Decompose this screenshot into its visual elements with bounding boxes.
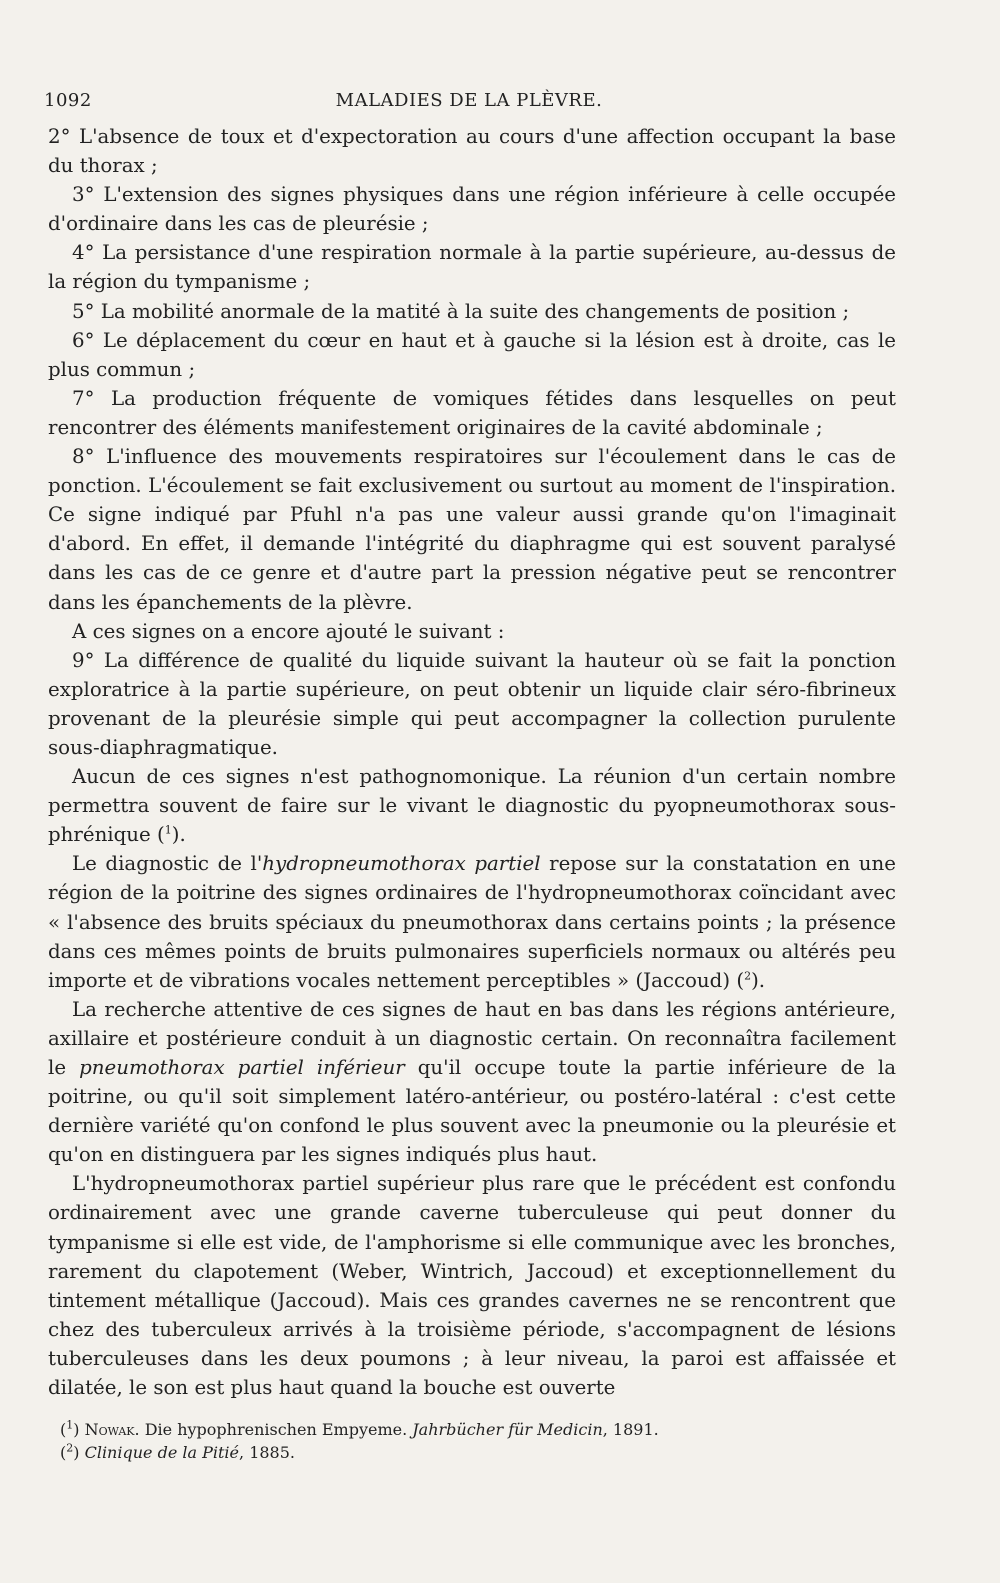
- paragraph: [48, 646, 896, 762]
- text-run: Aucun de ces signes n'est pathognomonique. La réunion d'un certain nombre permettra souvent de faire sur le vivant le diagnostic du pyopneumothorax sous-phrénique (: [48, 765, 896, 847]
- footnote-ref: 1: [164, 823, 172, 837]
- text-run: ): [73, 1420, 85, 1439]
- text-run: , 1891.: [602, 1420, 659, 1439]
- paragraph: [48, 617, 896, 646]
- text-run: 7° La production fréquente de vomiques fétides dans lesquelles on peut rencontrer des éléments manifestement originaires de la cavité abdominale ;: [48, 386, 896, 439]
- paragraph: [48, 297, 896, 326]
- paragraph: [48, 1169, 896, 1402]
- page-number: 1092: [44, 90, 92, 111]
- text-run: 4° La persistance d'une respiration normale à la partie supérieure, au-dessus de la région du tympanisme ;: [48, 241, 896, 294]
- text-run: repose sur la constatation en une région de la poitrine des signes ordinaires de l'hydropneumothorax coïncidant avec « l'absence des bruits spéciaux du pneumothorax dans certains points ; la présence dans ces mêmes points de bruits pulmonaires superficiels normaux ou altérés peu importe et de vibrations vocales nettement perceptibles » (Jaccoud) (: [48, 852, 896, 992]
- text-run: A ces signes on a encore ajouté le suivant :: [72, 619, 505, 643]
- running-title: MALADIES DE LA PLÈVRE.: [335, 90, 603, 111]
- text-run: L'hydropneumothorax partiel supérieur plus rare que le précédent est confondu ordinairement avec une grande caverne tuberculeuse qui peut donner du tympanisme si elle est vide, de l'amphorisme si elle communique avec les bronches, rarement du clapotement (Weber, Wintrich, Jaccoud) et exceptionnellement du tintement métallique (Jaccoud). Mais ces grandes cavernes ne se rencontrent que chez des tuberculeux arrivés à la troisième période, s'accompagnent de lésions tuberculeuses dans les deux poumons ; à leur niveau, la paroi est affaissée et dilatée, le son est plus haut quand la bouche est ouverte: [48, 1172, 896, 1400]
- paragraph: [48, 122, 896, 180]
- paragraph: [48, 849, 896, 994]
- text-run: 9° La différence de qualité du liquide suivant la hauteur où se fait la ponction exploratrice à la partie supérieure, on peut obtenir un liquide clair séro-fibrineux provenant de la pleurésie simple qui peut accompagner la collection purulente sous-diaphragmatique.: [48, 648, 896, 759]
- text-run: La recherche attentive de ces signes de haut en bas dans les régions antérieure, axillaire et postérieure conduit à un diagnostic certain. On reconnaîtra facilement le: [48, 997, 896, 1079]
- text-run: qu'il occupe toute la partie inférieure de la poitrine, ou qu'il soit simplement latéro-antérieur, ou postéro-latéral : c'est cette dernière variété qu'on confond le plus souvent avec la pneumonie ou la pleurésie et qu'on en distinguera par les signes indiqués plus haut.: [48, 1056, 897, 1167]
- text-run: 3° L'extension des signes physiques dans une région inférieure à celle occupée d'ordinaire dans les cas de pleurésie ;: [48, 183, 896, 236]
- paragraph: [48, 762, 896, 849]
- text-run: (: [60, 1443, 67, 1462]
- text-run: 8° L'influence des mouvements respiratoires sur l'écoulement dans le cas de ponction. L'écoulement se fait exclusivement ou surtout au moment de l'inspiration. Ce signe indiqué par Pfuhl n'a pas une valeur aussi grande qu'on l'imaginait d'abord. En effet, il demande l'intégrité du diaphragme qui est souvent paralysé dans les cas de ce genre et d'autre part la pression négative peut se rencontrer dans les épanchements de la plèvre.: [48, 445, 896, 614]
- footnote-ref: 2: [744, 969, 752, 983]
- paragraph: [48, 995, 896, 1170]
- paragraph: [48, 180, 896, 238]
- text-run: Jahrbücher für Medicin: [412, 1420, 603, 1439]
- text-run: 6° Le déplacement du cœur en haut et à gauche si la lésion est à droite, cas le plus commun ;: [48, 328, 896, 381]
- footnote-ref: 1: [66, 1418, 74, 1432]
- body-text: [48, 122, 896, 1402]
- paragraph: [48, 326, 896, 384]
- text-run: ): [73, 1443, 85, 1462]
- text-run: (: [60, 1420, 67, 1439]
- text-run: 5° La mobilité anormale de la matité à la suite des changements de position ;: [72, 299, 850, 323]
- footnote: [60, 1418, 890, 1441]
- text-run: ).: [171, 823, 186, 847]
- footnote: [60, 1441, 890, 1464]
- paragraph: [48, 384, 896, 442]
- footnote-ref: 2: [66, 1441, 74, 1455]
- text-run: , 1885.: [239, 1443, 295, 1462]
- text-run: . Die hypophrenischen Empyeme.: [134, 1420, 413, 1439]
- text-run: Nowak: [84, 1420, 135, 1439]
- text-run: pneumothorax partiel inférieur: [79, 1056, 405, 1079]
- text-run: ).: [751, 968, 766, 992]
- text-run: Le diagnostic de l': [72, 852, 263, 876]
- footnotes: [60, 1418, 890, 1464]
- paragraph: [48, 238, 896, 296]
- text-run: hydropneumothorax partiel: [262, 852, 541, 876]
- paragraph: [48, 442, 896, 617]
- text-run: Clinique de la Pitié: [84, 1443, 240, 1462]
- text-run: 2° L'absence de toux et d'expectoration au cours d'une affection occupant la base du thorax ;: [48, 125, 896, 178]
